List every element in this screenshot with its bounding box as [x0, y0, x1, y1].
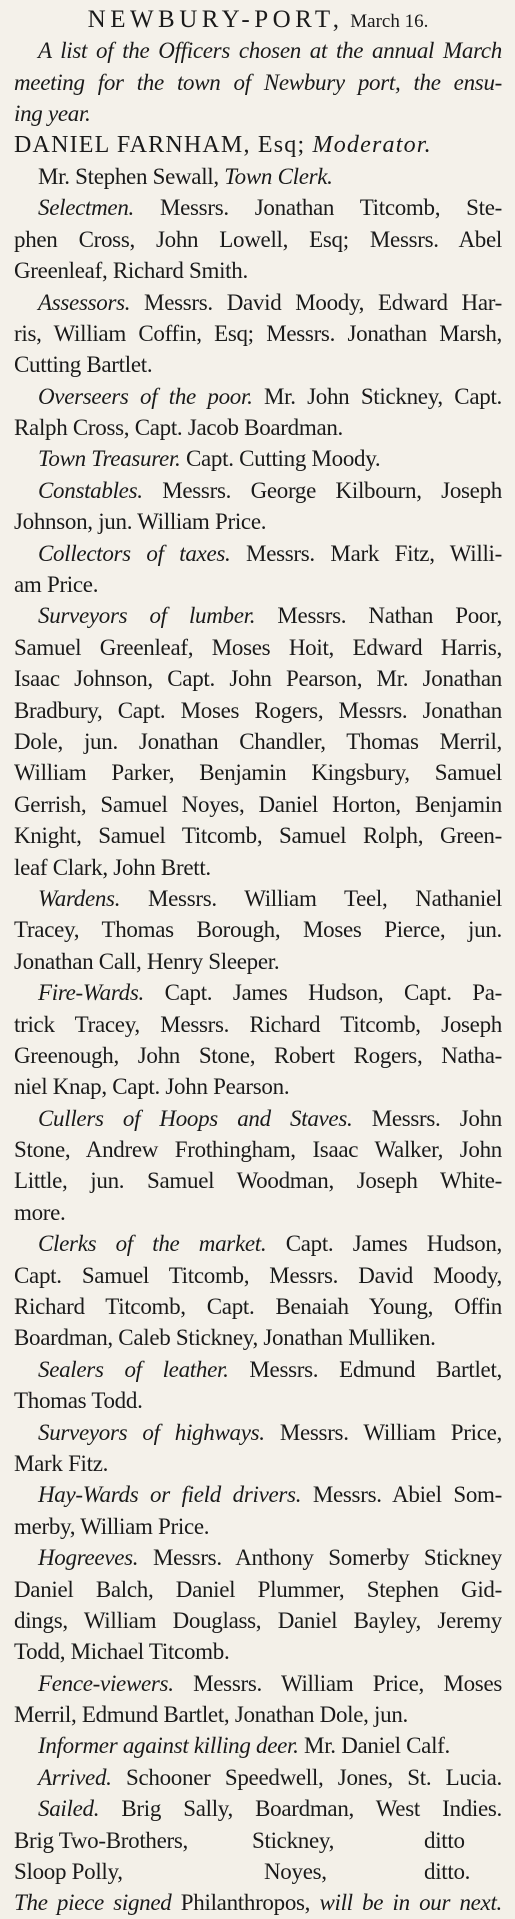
- section-line: [14, 852, 502, 883]
- section-text: Capt. James Hudson,: [285, 1231, 502, 1257]
- section-text: Little, jun. Samuel Woodman, Joseph White-: [14, 1168, 502, 1194]
- section-line: [14, 1699, 502, 1730]
- section-text: Capt. James Hudson, Capt. Pa-: [164, 980, 502, 1006]
- section-line: [14, 600, 502, 631]
- section-text: ris, William Coffin, Esq; Messrs. Jonathan Marsh,: [14, 320, 502, 346]
- section-text: Messrs. William Price,: [279, 1419, 502, 1445]
- section-text: Richard Titcomb, Capt. Benaiah Young, Offin: [14, 1294, 502, 1320]
- section-line: [14, 1260, 502, 1291]
- section-title: Wardens.: [38, 885, 121, 911]
- section-line: [14, 914, 502, 945]
- section-line: [14, 475, 502, 506]
- section-text: Dole, jun. Jonathan Chandler, Thomas Merril,: [14, 728, 502, 754]
- section-line: [14, 1322, 502, 1353]
- moderator-line: [14, 130, 502, 161]
- section-line: [14, 318, 502, 349]
- section-text: trick Tracey, Messrs. Richard Titcomb, Joseph: [14, 1011, 502, 1037]
- section-line: [14, 287, 502, 318]
- section-text: Greenleaf, Richard Smith.: [14, 258, 248, 284]
- section-text: Messrs. William Teel, Nathaniel: [147, 885, 502, 911]
- section-text: Ralph Cross, Capt. Jacob Boardman.: [14, 415, 344, 441]
- section-line: [14, 1385, 502, 1416]
- section-line: [14, 1103, 502, 1134]
- section-text: Thomas Todd.: [14, 1388, 143, 1414]
- section-text: am Price.: [14, 572, 99, 598]
- section-line: [14, 569, 502, 600]
- intro-line: ing year.: [14, 101, 91, 127]
- officer-section: [14, 1354, 502, 1417]
- officer-section: [14, 1417, 502, 1480]
- dateline: [14, 4, 502, 35]
- section-text: Mark Fitz.: [14, 1450, 109, 1476]
- shipping-master: Noyes,: [264, 1859, 327, 1885]
- section-line: [14, 1417, 502, 1448]
- section-title: Informer against killing deer.: [38, 1733, 299, 1759]
- intro-paragraph: [14, 35, 502, 129]
- section-line: [14, 1228, 502, 1259]
- section-title: Surveyors of lumber.: [38, 603, 256, 629]
- section-text: Merril, Edmund Bartlet, Jonathan Dole, jun.: [14, 1702, 408, 1728]
- shipping-vessel: Brig Two-Brothers,: [14, 1827, 188, 1853]
- officer-section: [14, 1103, 502, 1229]
- notice-name: Philanthropos,: [180, 1890, 311, 1916]
- section-line: [14, 1730, 502, 1761]
- section-text: Todd, Michael Titcomb.: [14, 1639, 230, 1665]
- notice-line: [14, 1887, 502, 1918]
- section-line: [14, 1040, 502, 1071]
- section-line: [14, 255, 502, 286]
- newspaper-column: [14, 4, 502, 1919]
- arrived-text: Schooner Speedwell, Jones, St. Lucia.: [126, 1764, 502, 1790]
- section-text: William Parker, Benjamin Kingsbury, Samuel: [14, 760, 502, 786]
- section-title: Surveyors of highways.: [38, 1419, 265, 1445]
- section-line: [14, 1448, 502, 1479]
- section-line: [14, 349, 502, 380]
- section-text: Messrs. John: [371, 1105, 502, 1131]
- clerk-line: [14, 161, 502, 192]
- section-text: Daniel Balch, Daniel Plummer, Stephen Gid-: [14, 1576, 502, 1602]
- officer-section: [14, 1730, 502, 1761]
- shipping-master: Stickney,: [252, 1827, 335, 1853]
- section-text: Capt. Samuel Titcomb, Messrs. David Moody,: [14, 1262, 502, 1288]
- section-line: [14, 538, 502, 569]
- officer-section: [14, 600, 502, 883]
- section-title: Assessors.: [38, 289, 131, 315]
- section-line: [14, 663, 502, 694]
- section-line: [14, 726, 502, 757]
- intro-line: meeting for the town of Newbury port, the ensu-: [14, 69, 502, 95]
- section-line: [14, 1574, 502, 1605]
- officer-section: [14, 475, 502, 538]
- officer-section: [14, 1479, 502, 1542]
- section-line: [14, 1134, 502, 1165]
- officer-section: [14, 1668, 502, 1731]
- officer-section: [14, 977, 502, 1103]
- officer-section: [14, 1542, 502, 1668]
- section-text: Messrs. Abiel Som-: [312, 1482, 502, 1508]
- section-line: [14, 412, 502, 443]
- dateline-date: March 16.: [350, 11, 429, 32]
- section-line: [14, 757, 502, 788]
- section-text: phen Cross, John Lowell, Esq; Messrs. Abel: [14, 226, 502, 252]
- section-text: Jonathan Call, Henry Sleeper.: [14, 948, 280, 974]
- section-text: Messrs. William Price, Moses: [193, 1670, 502, 1696]
- section-line: [14, 1071, 502, 1102]
- officer-section: [14, 883, 502, 977]
- section-text: Greenough, John Stone, Robert Rogers, Natha-: [14, 1042, 502, 1068]
- section-text: Mr. John Stickney, Capt.: [263, 383, 502, 409]
- sailed-line: [14, 1793, 502, 1824]
- officer-section: [14, 192, 502, 286]
- section-text: Messrs. Edmund Bartlet,: [249, 1356, 502, 1382]
- section-title: Cullers of Hoops and Staves.: [38, 1105, 353, 1131]
- shipping-row: [14, 1825, 502, 1856]
- section-line: [14, 1165, 502, 1196]
- section-text: more.: [14, 1199, 66, 1225]
- section-line: [14, 1197, 502, 1228]
- shipping-row: [14, 1856, 502, 1887]
- section-line: [14, 381, 502, 412]
- section-line: [14, 1009, 502, 1040]
- section-title: Fence-viewers.: [38, 1670, 174, 1696]
- officer-section: [14, 287, 502, 381]
- section-line: [14, 1354, 502, 1385]
- notice-prefix: The piece signed: [14, 1890, 172, 1916]
- section-title: Clerks of the market.: [38, 1231, 267, 1257]
- section-text: Bradbury, Capt. Moses Rogers, Messrs. Jonathan: [14, 697, 502, 723]
- shipping-destination: ditto.: [424, 1859, 471, 1885]
- section-text: Messrs. George Kilbourn, Joseph: [162, 477, 502, 503]
- section-text: leaf Clark, John Brett.: [14, 854, 211, 880]
- section-title: Collectors of taxes.: [38, 540, 231, 566]
- section-title: Fire-Wards.: [38, 980, 144, 1006]
- section-text: Stone, Andrew Frothingham, Isaac Walker, John: [14, 1137, 502, 1163]
- sailed-label: Sailed.: [38, 1796, 100, 1822]
- section-text: Mr. Daniel Calf.: [304, 1733, 450, 1759]
- section-line: [14, 1636, 502, 1667]
- section-text: Tracey, Thomas Borough, Moses Pierce, jun.: [14, 917, 502, 943]
- clerk-title: Town Clerk.: [224, 163, 333, 189]
- section-title: Overseers of the poor.: [38, 383, 253, 409]
- section-title: Hogreeves.: [38, 1545, 139, 1571]
- section-line: [14, 789, 502, 820]
- section-line: [14, 883, 502, 914]
- section-text: Gerrish, Samuel Noyes, Daniel Horton, Benjamin: [14, 791, 502, 817]
- officer-section: [14, 443, 502, 474]
- section-text: Cutting Bartlet.: [14, 352, 153, 378]
- section-line: [14, 192, 502, 223]
- section-text: Capt. Cutting Moody.: [185, 446, 381, 472]
- officer-section: [14, 1228, 502, 1354]
- section-text: Messrs. Nathan Poor,: [277, 603, 502, 629]
- shipping-vessel: Sloop Polly,: [14, 1859, 123, 1885]
- section-text: Messrs. Mark Fitz, Willi-: [246, 540, 502, 566]
- section-line: [14, 1542, 502, 1573]
- officer-section: [14, 381, 502, 444]
- shipping-destination: ditto: [424, 1827, 465, 1853]
- sailed-text: Brig Sally, Boardman, West Indies.: [121, 1796, 502, 1822]
- section-line: [14, 632, 502, 663]
- section-title: Constables.: [38, 477, 143, 503]
- section-title: Hay-Wards or field drivers.: [38, 1482, 302, 1508]
- section-line: [14, 1479, 502, 1510]
- arrived-line: [14, 1762, 502, 1793]
- section-text: Johnson, jun. William Price.: [14, 509, 267, 535]
- section-line: [14, 1605, 502, 1636]
- section-title: Selectmen.: [38, 195, 134, 221]
- moderator-title: Moderator.: [312, 131, 432, 158]
- section-line: [14, 1511, 502, 1542]
- section-text: dings, William Douglass, Daniel Bayley, Jeremy: [14, 1607, 502, 1633]
- dateline-place: NEWBURY-PORT,: [87, 6, 344, 33]
- section-line: [14, 224, 502, 255]
- section-text: Messrs. Jonathan Titcomb, Ste-: [159, 195, 502, 221]
- section-line: [14, 695, 502, 726]
- section-text: Boardman, Caleb Stickney, Jonathan Mulliken.: [14, 1325, 436, 1351]
- officer-sections: [14, 192, 502, 1762]
- section-line: [14, 1291, 502, 1322]
- notice-suffix: will be in our next.: [319, 1890, 502, 1916]
- section-text: Knight, Samuel Titcomb, Samuel Rolph, Green-: [14, 823, 502, 849]
- section-line: [14, 820, 502, 851]
- clerk-name: Mr. Stephen Sewall,: [38, 163, 219, 189]
- section-line: [14, 1668, 502, 1699]
- section-line: [14, 506, 502, 537]
- arrived-label: Arrived.: [38, 1764, 112, 1790]
- section-line: [14, 977, 502, 1008]
- section-text: merby, William Price.: [14, 1513, 210, 1539]
- section-text: Messrs. David Moody, Edward Har-: [144, 289, 502, 315]
- officer-section: [14, 538, 502, 601]
- section-title: Town Treasurer.: [38, 446, 181, 472]
- intro-line: A list of the Officers chosen at the annual March: [38, 38, 502, 64]
- section-text: niel Knap, Capt. John Pearson.: [14, 1074, 290, 1100]
- section-line: [14, 946, 502, 977]
- section-line: [14, 443, 502, 474]
- section-text: Isaac Johnson, Capt. John Pearson, Mr. Jonathan: [14, 666, 502, 692]
- section-text: Messrs. Anthony Somerby Stickney: [152, 1545, 502, 1571]
- section-text: Samuel Greenleaf, Moses Hoit, Edward Harris,: [14, 634, 502, 660]
- moderator-name: DANIEL FARNHAM, Esq;: [14, 131, 306, 158]
- section-title: Sealers of leather.: [38, 1356, 229, 1382]
